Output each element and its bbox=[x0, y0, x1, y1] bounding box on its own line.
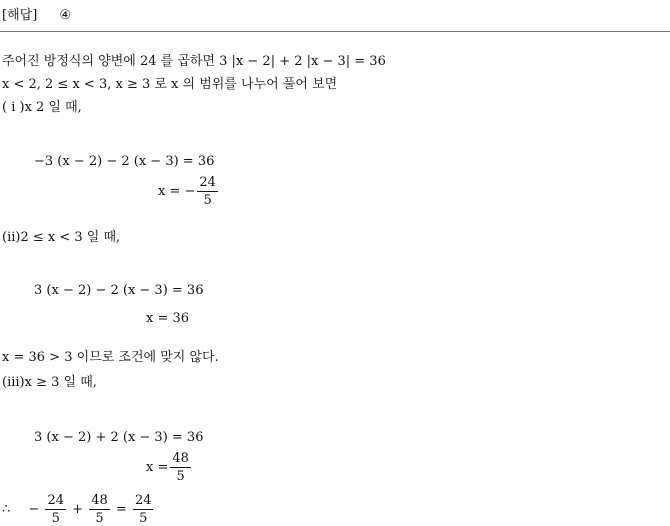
answer-choice: ④ bbox=[59, 8, 72, 23]
final-fraction-2-numerator: 48 bbox=[91, 493, 108, 508]
case-1-fraction bbox=[197, 176, 218, 207]
case-1-equation-1: −3 (x − 2) − 2 (x − 3) = 36 bbox=[34, 154, 215, 169]
case-2-equation-1: 3 (x − 2) − 2 (x − 3) = 36 bbox=[34, 283, 204, 298]
final-fraction-1-numerator: 24 bbox=[47, 493, 65, 508]
case-3-eq2-lhs: x = bbox=[146, 460, 169, 475]
final-fraction-3-numerator: 24 bbox=[134, 493, 152, 508]
case-3-fraction-numerator: 48 bbox=[172, 451, 189, 466]
divider bbox=[0, 31, 670, 32]
final-fraction-1 bbox=[45, 494, 66, 525]
final-minus-sign: − bbox=[28, 502, 40, 517]
case-1-fraction-denominator: 5 bbox=[203, 193, 212, 208]
intro-line-1: 주어진 방정식의 양변에 24 를 곱하면 3 |x − 2| + 2 |x − 3| = 36 bbox=[2, 54, 386, 69]
therefore-symbol: ∴ bbox=[2, 502, 11, 517]
case-3-equation-1: 3 (x − 2) + 2 (x − 3) = 36 bbox=[34, 430, 204, 445]
final-fraction-3 bbox=[133, 494, 154, 525]
case-2-note: x = 36 > 3 이므로 조건에 맞지 않다. bbox=[2, 350, 219, 365]
case-3-heading: (iii)x ≥ 3 일 때, bbox=[2, 375, 97, 390]
final-answer bbox=[2, 494, 155, 525]
final-plus-sign: + bbox=[72, 502, 84, 517]
case-1-eq2-lhs: x = − bbox=[158, 184, 196, 199]
case-1-equation-2 bbox=[158, 176, 220, 207]
case-3-equation-2 bbox=[146, 452, 193, 483]
case-3-fraction bbox=[170, 452, 191, 483]
intro-line-2: x < 2, 2 ≤ x < 3, x ≥ 3 로 x 의 범위를 나누어 풀어 보면 bbox=[2, 77, 338, 92]
case-2-heading: (ii)2 ≤ x < 3 일 때, bbox=[2, 230, 121, 245]
final-fraction-1-denominator: 5 bbox=[51, 511, 60, 526]
case-3-fraction-denominator: 5 bbox=[176, 469, 185, 484]
case-1-heading: ( i )x 2 일 때, bbox=[2, 100, 82, 115]
case-1-fraction-numerator: 24 bbox=[199, 175, 216, 190]
final-fraction-2 bbox=[89, 494, 110, 525]
final-fraction-3-denominator: 5 bbox=[139, 511, 148, 526]
final-equals-sign: = bbox=[115, 502, 127, 517]
answer-label bbox=[2, 4, 71, 23]
answer-label-text: [해답] bbox=[2, 8, 38, 23]
case-2-equation-2: x = 36 bbox=[146, 311, 190, 326]
final-fraction-2-denominator: 5 bbox=[95, 511, 104, 526]
